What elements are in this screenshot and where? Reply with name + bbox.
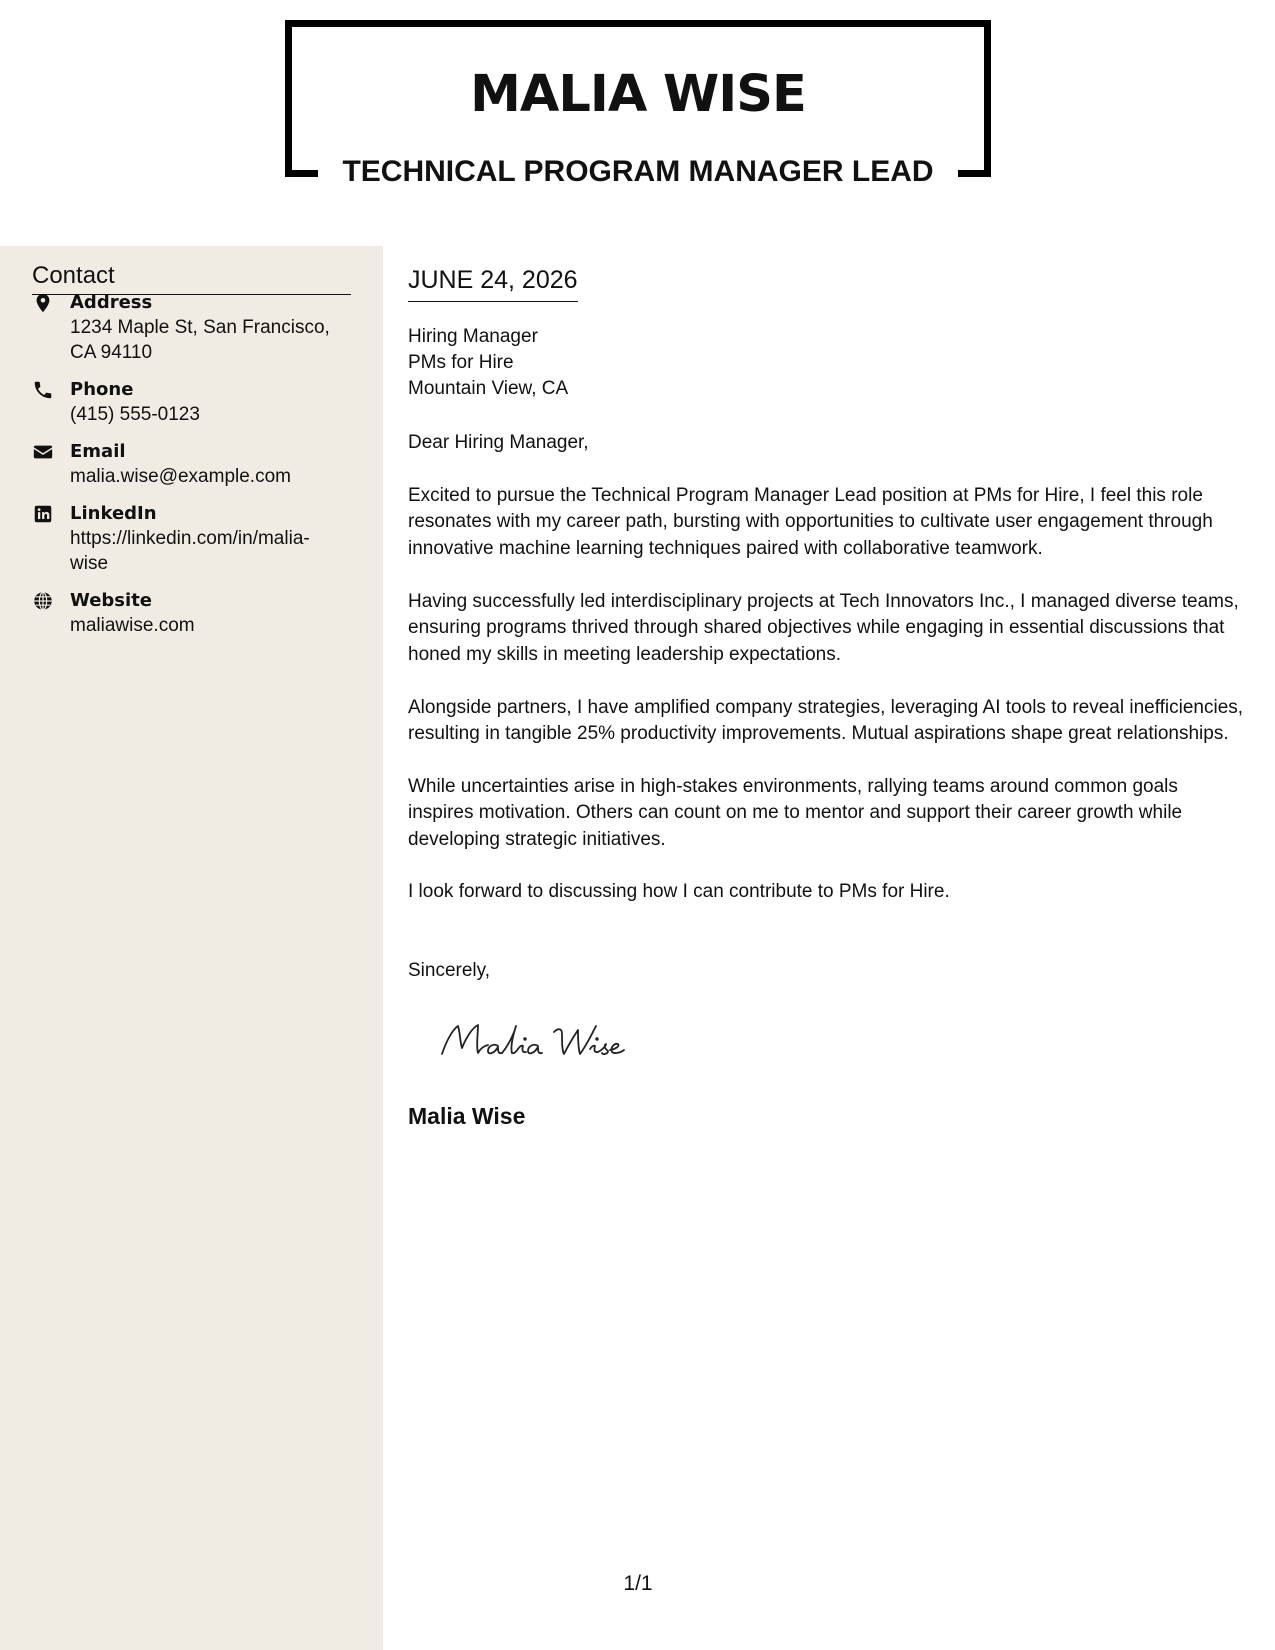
page-number: 1/1 xyxy=(623,1572,653,1595)
recipient-location: Mountain View, CA xyxy=(408,378,569,399)
body-paragraph: I look forward to discussing how I can contribute to PMs for Hire. xyxy=(408,881,950,902)
linkedin-icon xyxy=(32,503,54,525)
email-value: malia.wise@example.com xyxy=(70,466,291,487)
salutation: Dear Hiring Manager, xyxy=(408,432,589,453)
contact-label: Email xyxy=(70,441,126,462)
contact-heading: Contact xyxy=(32,260,351,295)
contact-label: Website xyxy=(70,590,153,611)
handwritten-signature xyxy=(438,1016,648,1066)
closing: Sincerely, xyxy=(408,960,491,981)
signer-name: Malia Wise xyxy=(408,1103,526,1129)
body-paragraph: Alongside partners, I have amplified company strategies, leveraging AI tools to reveal inefficiencies, resulting in tangible 25% productivity improvements. Mutual aspirations shape great relationships. xyxy=(408,697,1244,745)
address-value: 1234 Maple St, San Francisco, CA 94110 xyxy=(70,317,330,363)
linkedin-value: https://linkedin.com/in/malia-wise xyxy=(70,528,310,574)
body-paragraph: Having successfully led interdisciplinary projects at Tech Innovators Inc., I managed diverse teams, ensuring programs thrived through shared objectives while engaging in essential discussions that honed my skills in meeting leadership expectations. xyxy=(408,591,1239,665)
letter-header xyxy=(0,0,1275,246)
phone-icon xyxy=(32,379,54,401)
job-title: TECHNICAL PROGRAM MANAGER LEAD xyxy=(330,154,946,190)
recipient-title: Hiring Manager xyxy=(408,326,538,347)
phone-value: (415) 555-0123 xyxy=(70,404,200,425)
contact-label: Address xyxy=(70,292,153,313)
header-frame-corner-left xyxy=(285,170,318,177)
website-value: maliawise.com xyxy=(70,615,195,636)
recipient-block xyxy=(408,324,568,402)
contact-label: Phone xyxy=(70,379,134,400)
contact-sidebar xyxy=(0,246,383,1650)
letter-date: JUNE 24, 2026 xyxy=(408,264,578,302)
map-pin-icon xyxy=(32,292,54,314)
recipient-company: PMs for Hire xyxy=(408,352,514,373)
body-paragraph: Excited to pursue the Technical Program Manager Lead position at PMs for Hire, I feel this role resonates with my career path, bursting with opportunities to cultivate user engagement through innovative machine learning techniques paired with collaborative teamwork. xyxy=(408,485,1213,559)
body-paragraph: While uncertainties arise in high-stakes environments, rallying teams around common goals inspires motivation. Others can count on me to mentor and support their career growth while developing strategic initiatives. xyxy=(408,776,1183,850)
applicant-name: MALIA WISE xyxy=(470,65,806,124)
globe-icon xyxy=(32,590,54,612)
header-frame-corner-right xyxy=(958,170,991,177)
contact-label: LinkedIn xyxy=(70,503,157,524)
envelope-icon xyxy=(32,441,54,463)
